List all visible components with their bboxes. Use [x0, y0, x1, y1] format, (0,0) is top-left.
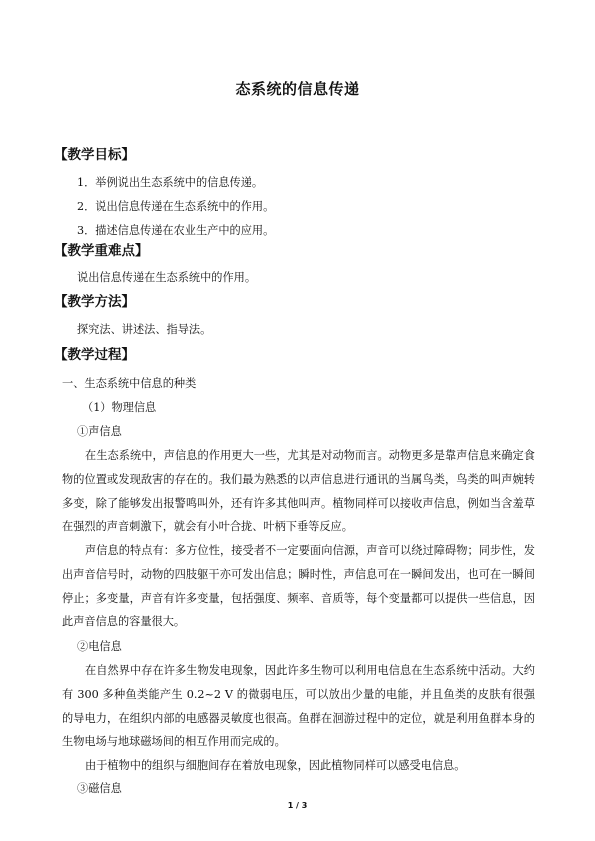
label-magnetic-info: ③磁信息 [77, 782, 122, 795]
goal-item-3: 3．描述信息传递在农业生产中的应用。 [77, 224, 275, 237]
paragraph-sound-1: 在生态系统中，声信息的作用更大一些，尤其是对动物而言。动物更多是靠声信息来确定食物的位置或发现敌害的存在的。我们最为熟悉的以声信息进行通讯的当属鸟类，鸟类的叫声婉转多变，除了能够发出报警鸣叫外，还有许多其他叫声。植物同样可以接收声信息，例如当含羞草在强烈的声音刺激下，就会有小叶合拢、叶柄下垂等反应。 [62, 449, 535, 534]
heading-goals: 【教学目标】 [54, 147, 135, 163]
label-sound-info: ①声信息 [77, 425, 122, 438]
paragraph-sound-2: 声信息的特点有：多方位性，接受者不一定要面向信源，声音可以绕过障碍物；同步性，发出声音信号时，动物的四肢躯干亦可发出信息；瞬时性，声信息可在一瞬间发出，也可在一瞬间停止；多变量，声音有许多变量，包括强度、频率、音质等，每个变量都可以提供一些信息，因此声音信息的容量很大。 [62, 544, 535, 629]
paragraph-electric-1: 在自然界中存在许多生物发电现象，因此许多生物可以利用电信息在生态系统中活动。大约有 300 多种鱼类能产生 0.2~2 V 的微弱电压，可以放出少量的电能，并且鱼类的皮肤有很强的导电力，在组织内部的电感器灵敏度也很高。鱼群在洄游过程中的定位，就是利用鱼群本身的生物电场与地球磁场间的相互作用而完成的。 [62, 664, 535, 749]
subheading-physical-info: （1）物理信息 [82, 401, 157, 414]
heading-key-points: 【教学重难点】 [54, 243, 149, 259]
heading-process: 【教学过程】 [54, 347, 135, 363]
methods-text: 探究法、讲述法、指导法。 [77, 323, 212, 336]
paragraph-electric-2: 由于植物中的组织与细胞间存在着放电现象，因此植物同样可以感受电信息。 [85, 759, 466, 772]
page-number: 1 / 3 [287, 801, 308, 810]
goal-item-1: 1．举例说出生态系统中的信息传递。 [77, 176, 264, 189]
key-points-text: 说出信息传递在生态系统中的作用。 [77, 271, 257, 284]
label-electric-info: ②电信息 [77, 640, 122, 653]
heading-methods: 【教学方法】 [54, 294, 135, 310]
goal-item-2: 2．说出信息传递在生态系统中的作用。 [77, 200, 275, 213]
subheading-info-types: 一、生态系统中信息的种类 [62, 377, 197, 390]
document-title: 态系统的信息传递 [235, 80, 360, 98]
